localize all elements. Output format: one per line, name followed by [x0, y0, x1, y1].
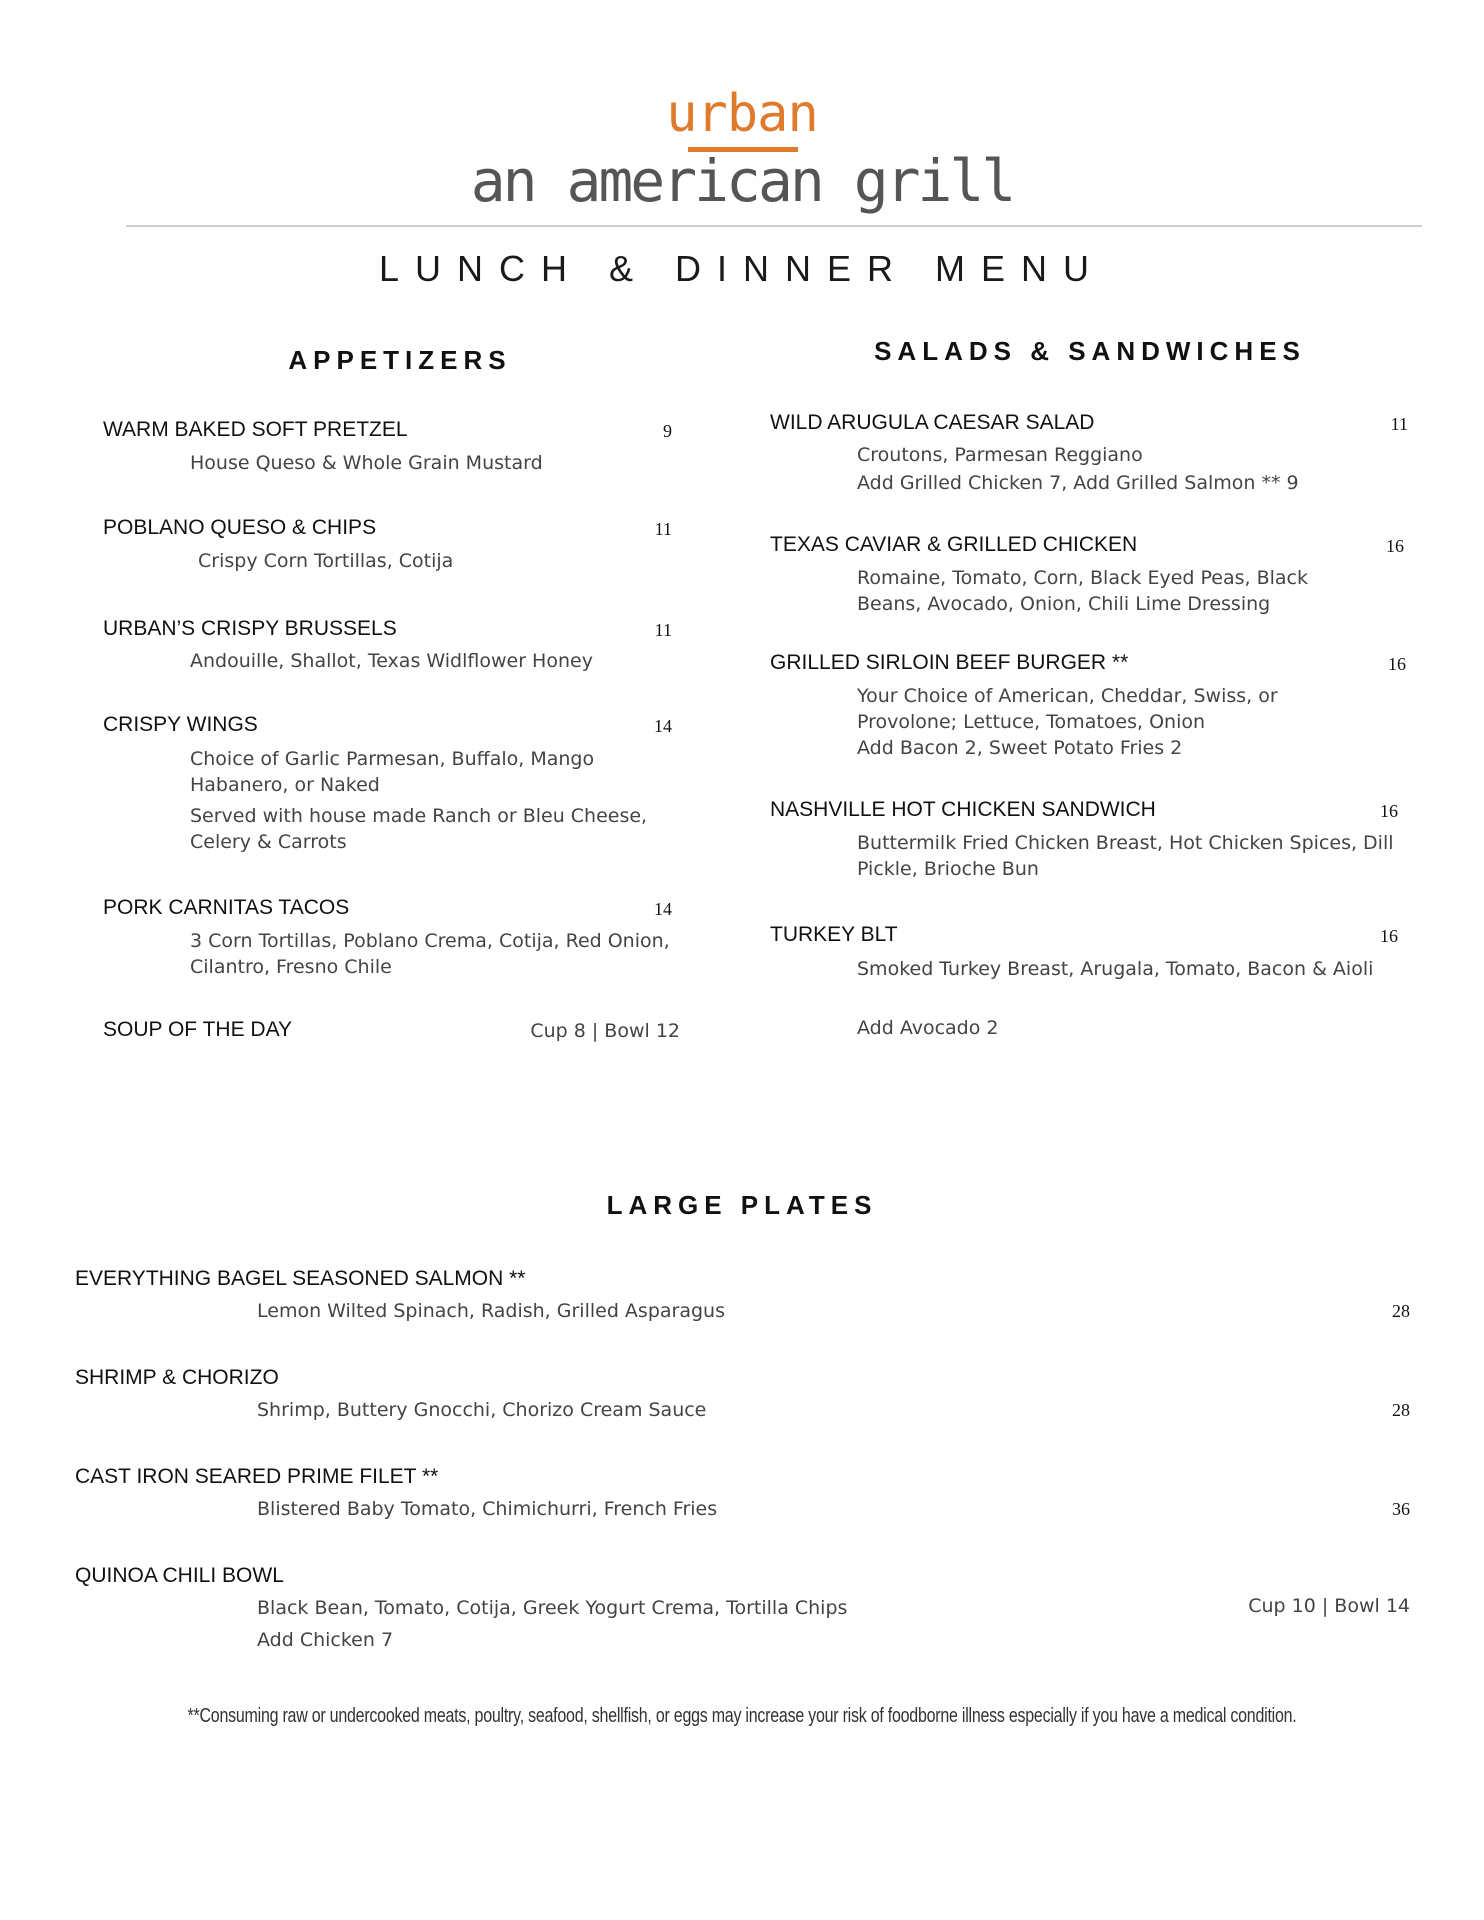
menu-item-name: WILD ARUGULA CAESAR SALAD [770, 411, 1095, 434]
menu-item-price: 16 [1380, 926, 1398, 946]
menu-item-price: Cup 10 | Bowl 14 [1248, 1595, 1410, 1617]
menu-item-description: Choice of Garlic Parmesan, Buffalo, Mango Habanero, or Naked [190, 748, 595, 796]
menu-item-description: Add Grilled Chicken 7, Add Grilled Salmon ** 9 [857, 472, 1299, 494]
appetizers-heading: APPETIZERS [288, 345, 512, 375]
menu-item-name: QUINOA CHILI BOWL [75, 1564, 284, 1587]
menu-item-description: Blistered Baby Tomato, Chimichurri, French Fries [257, 1498, 718, 1520]
menu-item-description: Add Bacon 2, Sweet Potato Fries 2 [857, 737, 1183, 759]
menu-item-description: Buttermilk Fried Chicken Breast, Hot Chicken Spices, Dill Pickle, Brioche Bun [857, 832, 1394, 880]
menu-item-name: PORK CARNITAS TACOS [103, 896, 350, 919]
large-plates-heading: LARGE PLATES [606, 1190, 878, 1220]
disclaimer-note: **Consuming raw or undercooked meats, poultry, seafood, shellfish, or eggs may increase your risk of foodborne illness especially if you have a medical condition. [187, 1705, 1297, 1727]
header-divider [126, 225, 1422, 227]
menu-item-price: 16 [1386, 536, 1404, 556]
menu-item-name: TEXAS CAVIAR & GRILLED CHICKEN [770, 533, 1138, 556]
menu-item-description: Your Choice of American, Cheddar, Swiss, or Provolone; Lettuce, Tomatoes, Onion [857, 685, 1278, 733]
menu-item-name: CRISPY WINGS [103, 713, 258, 736]
menu-item-name: GRILLED SIRLOIN BEEF BURGER ** [770, 651, 1129, 674]
menu-item-price: 11 [654, 620, 672, 640]
menu-item-description: Romaine, Tomato, Corn, Black Eyed Peas, Black Beans, Avocado, Onion, Chili Lime Dressing [857, 567, 1308, 615]
menu-item-price: 28 [1392, 1400, 1410, 1420]
menu-item-name: SHRIMP & CHORIZO [75, 1366, 279, 1389]
menu-item-price: 16 [1388, 654, 1406, 674]
logo-tagline: an american grill [470, 147, 1014, 215]
menu-item-description: Croutons, Parmesan Reggiano [857, 444, 1143, 466]
menu-item-name: NASHVILLE HOT CHICKEN SANDWICH [770, 798, 1156, 821]
menu-item-description: 3 Corn Tortillas, Poblano Crema, Cotija, Red Onion, Cilantro, Fresno Chile [190, 930, 670, 978]
menu-item-description: Black Bean, Tomato, Cotija, Greek Yogurt Crema, Tortilla Chips [257, 1597, 848, 1619]
menu-item-description: Andouille, Shallot, Texas Widlflower Honey [190, 650, 593, 672]
menu-item-price: 16 [1380, 801, 1398, 821]
menu-item-description: House Queso & Whole Grain Mustard [190, 452, 543, 474]
menu-item-name: POBLANO QUESO & CHIPS [103, 516, 377, 539]
menu-item-name: EVERYTHING BAGEL SEASONED SALMON ** [75, 1267, 526, 1290]
menu-item-price: 36 [1392, 1499, 1410, 1519]
logo-brand: urban [666, 84, 818, 144]
menu-item-description: Add Avocado 2 [857, 1017, 999, 1039]
menu-item-name: TURKEY BLT [770, 923, 898, 946]
menu-item-description: Served with house made Ranch or Bleu Cheese, Celery & Carrots [190, 805, 648, 853]
menu-title: LUNCH & DINNER MENU [378, 248, 1106, 289]
menu-item-description: Crispy Corn Tortillas, Cotija [198, 550, 454, 572]
menu-item-name: SOUP OF THE DAY [103, 1018, 293, 1041]
menu-item-description: Shrimp, Buttery Gnocchi, Chorizo Cream Sauce [257, 1399, 707, 1421]
menu-item-price: 28 [1392, 1301, 1410, 1321]
menu-item-name: URBAN’S CRISPY BRUSSELS [103, 617, 397, 640]
menu-item-description: Lemon Wilted Spinach, Radish, Grilled Asparagus [257, 1300, 725, 1322]
menu-item-price: Cup 8 | Bowl 12 [530, 1020, 680, 1042]
menu-item-price: 14 [654, 899, 672, 919]
salads-heading: SALADS & SANDWICHES [874, 336, 1306, 366]
menu-item-name: WARM BAKED SOFT PRETZEL [103, 418, 408, 441]
menu-item-description: Add Chicken 7 [257, 1629, 394, 1651]
menu-item-description: Smoked Turkey Breast, Arugala, Tomato, Bacon & Aioli [857, 958, 1374, 980]
menu-item-price: 11 [1390, 414, 1408, 434]
menu-item-name: CAST IRON SEARED PRIME FILET ** [75, 1465, 439, 1488]
menu-item-price: 14 [654, 716, 672, 736]
menu-item-price: 11 [654, 519, 672, 539]
menu-item-price: 9 [663, 421, 672, 441]
